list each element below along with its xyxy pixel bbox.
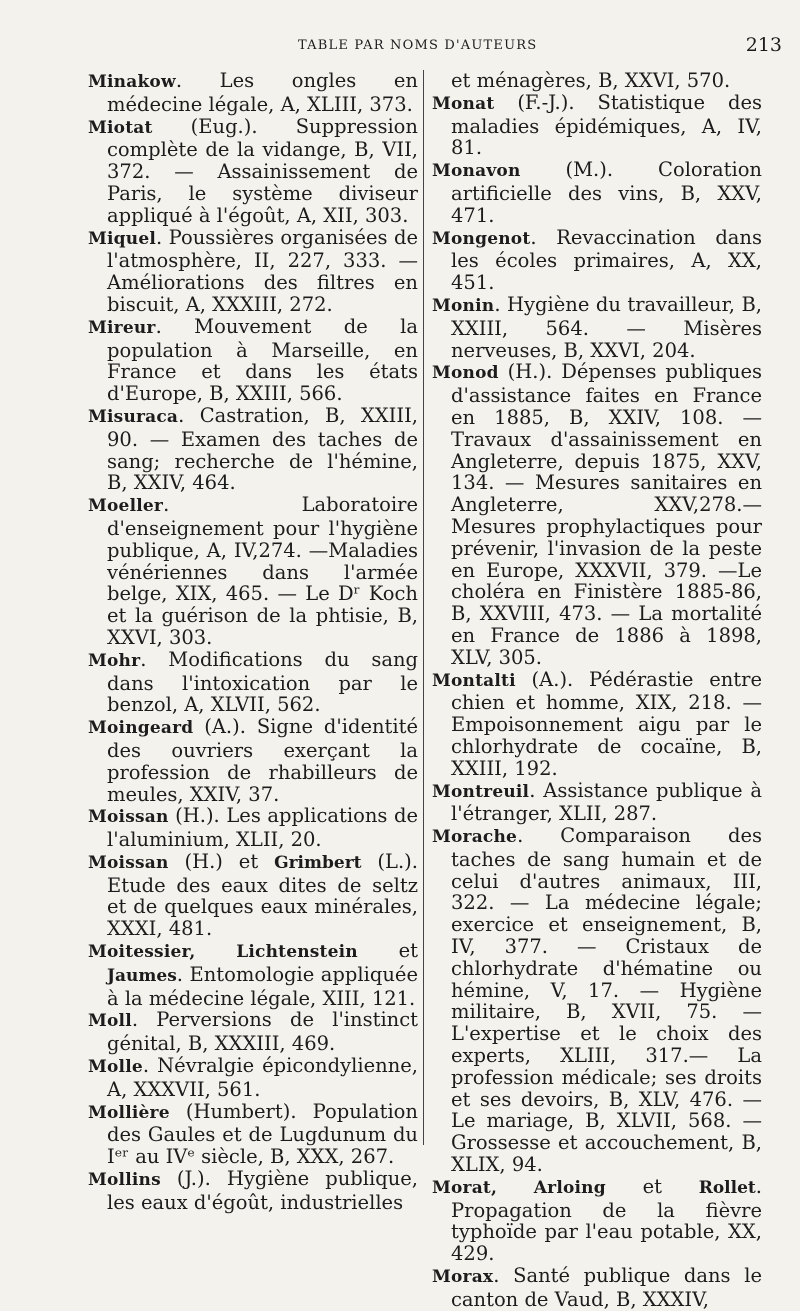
author-name: Minakow [88, 72, 176, 92]
page-number: 213 [745, 34, 782, 56]
index-entry [88, 494, 418, 649]
author-name: Mollière [88, 1102, 170, 1123]
index-entry [88, 405, 418, 494]
author-name: Montalti [432, 670, 516, 691]
author-name: Misuraca [88, 406, 179, 427]
entry-text: (J.). Hygiène publique, les eaux d'égoût, industrielles [107, 1167, 418, 1214]
author-name: Montreuil [432, 781, 530, 802]
entry-text: . Modifications du sang dans l'intoxication par le benzol, A, XLVII, 562. [107, 647, 418, 717]
entry-text: (H.). Dépenses publiques d'assistance faites en France en 1885, B, XXIV, 108. — Travaux d'assainissement en Angleterre, depuis 1875, XXV, 134. — Mesures sanitaires en Angleterre, XXV,278.— Mesures prophylactiques pour prévenir, l'invasion de la peste en Europe, XXXVII, 379. —Le choléra en Finistère 1885-86, B, XXVIII, 473. — La mortalité en France de 1886 à 1898, XLV, 305. [451, 360, 762, 669]
index-entry [88, 940, 418, 1009]
author-name: Morache [432, 827, 518, 848]
entry-text: . Revaccination dans les écoles primaires, A, XX, 451. [451, 225, 762, 295]
author-name: Mollins [88, 1170, 161, 1191]
author-name: Moingeard [88, 718, 194, 739]
right-column [432, 70, 762, 1311]
index-entry [88, 649, 418, 716]
entry-text: (A.). Signe d'identité des ouvriers exerçant la profession de rhabilleurs de meules, XXIV, 37. [107, 715, 418, 806]
entry-text: (Eug.). Suppression complète de la vidange, B, VII, 372. — Assainissement de Paris, le système diviseur appliqué à l'égoût, A, XII, 303. [107, 114, 418, 227]
entry-text: . Assistance publique à l'étranger, XLII, 287. [451, 778, 762, 826]
index-entry [432, 1265, 762, 1311]
author-name: Grimbert [274, 852, 362, 873]
entry-text: et [605, 1174, 699, 1198]
page-header [0, 34, 800, 58]
entry-text: . Comparaison des taches de sang humain et de celui d'autres animaux, III, 322. — La médecine légale; exercice et enseignement, B, IV, 377. — Cristaux de chlorhydrate d'hématine ou hémine, V, 17. — Hygiène militaire, B, XVII, 75. — L'expertise et le choix des experts, XLIII, 317.— La profession médicale; ses droits et ses devoirs, B, XLV, 476. — Le mariage, B, XLVII, 568. — Grossesse et accouchement, B, XLIX, 94. [451, 824, 762, 1177]
author-name: Monat [432, 93, 495, 114]
index-entry [88, 1101, 418, 1168]
author-name: Moitessier, Lichtenstein [88, 942, 358, 963]
running-title: TABLE PAR NOMS D'AUTEURS [298, 38, 538, 53]
index-entry [88, 851, 418, 940]
index-entry [88, 805, 418, 851]
index-entry [88, 1009, 418, 1055]
author-name: Molle [88, 1057, 143, 1078]
author-name: Mongenot [432, 228, 531, 249]
author-name: Morat, Arloing [432, 1177, 606, 1198]
index-entry [432, 70, 762, 92]
author-name: Moeller [88, 496, 164, 517]
entry-text: (L.). Etude des eaux dites de seltz et de quelques eaux minérales, XXXI, 481. [107, 849, 418, 941]
entry-text: . Névralgie épicondylienne, A, XXXVII, 561. [107, 1054, 418, 1101]
entry-text: . Les ongles en médecine légale, A, XLIII, 373. [107, 69, 418, 116]
entry-text: . Laboratoire d'enseignement pour l'hygiène publique, A, IV,274. —Maladies vénériennes dans l'armée belge, XIX, 465. — Le Dʳ Koch et la guérison de la phtisie, B, XXVI, 303. [107, 493, 418, 649]
author-name: Rollet [698, 1177, 756, 1198]
entry-text: (H.) et [168, 849, 275, 873]
entry-text: . Entomologie appliquée à la médecine légale, XIII, 121. [107, 962, 418, 1010]
index-entry [432, 361, 762, 668]
index-entry [88, 1055, 418, 1101]
index-entry [432, 780, 762, 826]
entry-text: . Hygiène du travailleur, B, XXIII, 564. — Misères nerveuses, B, XXVI, 204. [451, 292, 762, 362]
author-name: Morax [432, 1267, 494, 1288]
author-name: Monod [432, 363, 499, 384]
index-entry [88, 716, 418, 805]
entry-text: (M.). Coloration artificielle des vins, B, XXV, 471. [451, 158, 762, 227]
entry-text: et ménagères, B, XXVI, 570. [451, 69, 731, 92]
left-column [88, 70, 418, 1214]
index-entry [432, 669, 762, 780]
entry-text: et [357, 939, 418, 963]
author-name: Moissan [88, 852, 169, 873]
author-name: Monin [432, 295, 495, 316]
entry-text: . Mouvement de la population à Marseille, en France et dans les états d'Europe, B, XXIII, 566. [107, 314, 418, 406]
entry-text: (F.-J.). Statistique des maladies épidémiques, A, IV, 81. [451, 90, 762, 160]
index-entry [432, 92, 762, 159]
index-entry [88, 316, 418, 405]
author-name: Moissan [88, 807, 169, 828]
index-entry [432, 294, 762, 361]
author-name: Miquel [88, 228, 156, 249]
index-entry [88, 227, 418, 316]
author-name: Mireur [88, 317, 156, 338]
index-entry [432, 825, 762, 1176]
author-name: Miotat [88, 117, 153, 138]
author-name: Moll [88, 1011, 132, 1032]
entry-text: . Perversions de l'instinct génital, B, XXXIII, 469. [107, 1008, 418, 1056]
column-divider [423, 70, 424, 1145]
index-entry [432, 1176, 762, 1265]
index-entry [432, 227, 762, 294]
entry-text: (Humbert). Population des Gaules et de Lugdunum du Iᵉʳ au IVᵉ siècle, B, XXX, 267. [107, 1099, 418, 1169]
index-entry [432, 159, 762, 226]
entry-text: (H.). Les applications de l'aluminium, XLII, 20. [107, 804, 418, 852]
index-entry [88, 116, 418, 227]
entry-text: . Santé publique dans le canton de Vaud, B, XXXIV, [451, 1264, 762, 1311]
index-entry [88, 70, 418, 116]
index-entry [88, 1168, 418, 1214]
author-name: Mohr [88, 650, 141, 671]
author-name: Monavon [432, 161, 521, 182]
author-name: Jaumes [107, 965, 177, 986]
entry-text: . Castration, B, XXIII, 90. — Examen des taches de sang; recherche de l'hémine, B, XXIV, 464. [107, 403, 418, 495]
entry-text: (A.). Pédérastie entre chien et homme, XIX, 218. — Empoisonnement aigu par le chlorhydrate de cocaïne, B, XXIII, 192. [451, 667, 762, 780]
entry-text: . Poussières organisées de l'atmosphère, II, 227, 333. — Améliorations des filtres en biscuit, A, XXXIII, 272. [107, 225, 418, 316]
entry-text: . Propagation de la fièvre typhoïde par l'eau potable, XX, 429. [451, 1174, 762, 1266]
